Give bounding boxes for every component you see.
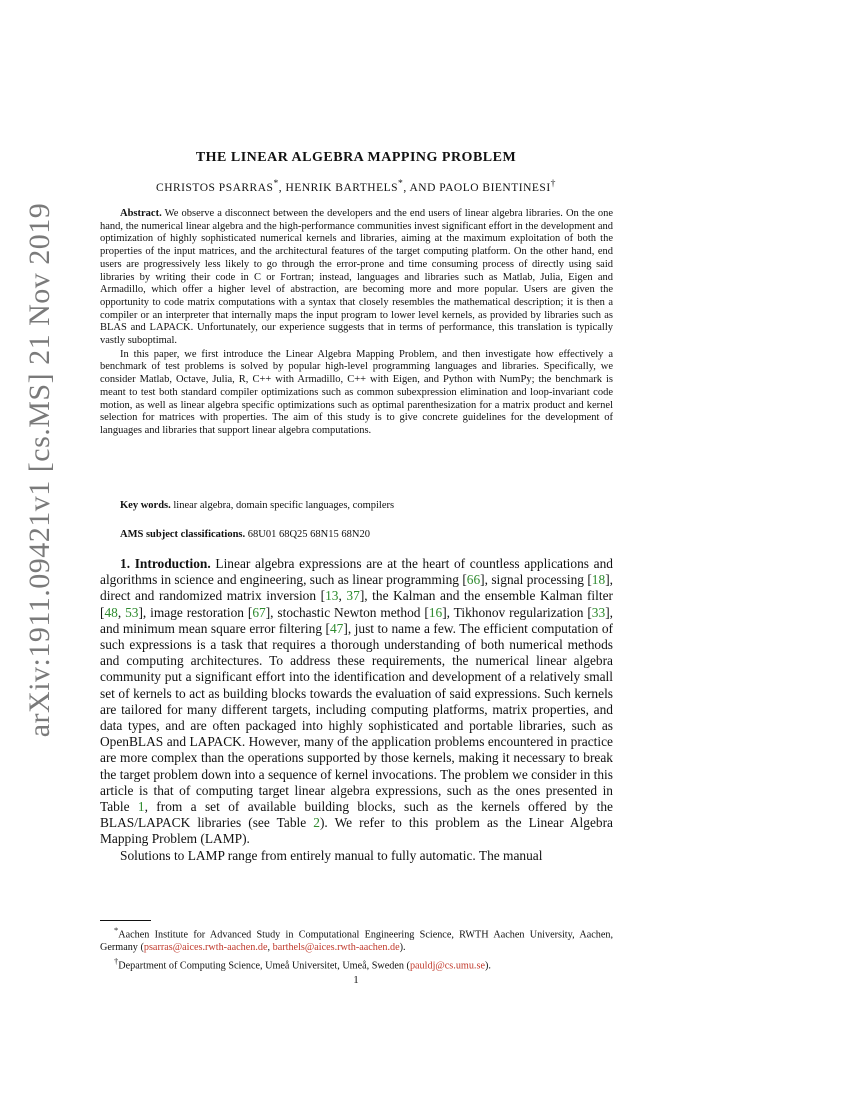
author-barthels: HENRIK BARTHELS [285, 181, 399, 194]
intro-paragraph-2: Solutions to LAMP range from entirely manual to fully automatic. The manual [120, 847, 543, 863]
author-mark: * [398, 178, 404, 189]
intro-text: ], and minimum mean square error filtering [ [100, 604, 613, 636]
table-link[interactable]: 2 [313, 815, 320, 831]
arxiv-sidebar-stamp [10, 202, 70, 738]
footnote-mark: * [114, 925, 119, 935]
introduction-section [100, 556, 613, 864]
footnotes [100, 924, 613, 974]
paper-title: THE LINEAR ALGEBRA MAPPING PROBLEM [195, 150, 517, 165]
footnote-rule [100, 920, 151, 921]
citation-link[interactable]: 37 [346, 588, 360, 604]
ams-text: 68U01 68Q25 68N15 68N20 [247, 529, 370, 540]
email-link-psarras[interactable]: psarras@aices.rwth-aachen.de [143, 941, 268, 953]
intro-text: Linear algebra expressions are at the heart of countless applications and algorithms in science and engineering, such as linear programming [ [100, 556, 613, 588]
author-mark: * [273, 178, 279, 189]
abstract-paragraph-2: In this paper, we first introduce the Linear Algebra Mapping Problem, and then investigate how effectively a benchmark of test problems is solved by popular high-level programming languages and libraries. Specifically, we consider Matlab, Octave, Julia, R, C++ with Armadillo, C++ with Eigen, and Python with NumPy; the benchmark is meant to test both standard compiler optimizations such as common subexpression elimination and loop-invariant code motion, as well as linear algebra specific optimizations such as optimal parenthesization for a matrix product and kernel selection for matrices with properties. The aim of this study is to give concrete guidelines for the development of languages and libraries that support linear algebra computations. [100, 348, 613, 436]
ams-classifications [120, 529, 370, 540]
abstract-label: Abstract. [120, 208, 162, 219]
email-link-bientinesi[interactable]: pauldj@cs.umu.se [409, 960, 485, 972]
footnote-text: Aachen Institute for Advanced Study in Computational Engineering Science, RWTH Aachen University, Aachen, Germany ( [100, 929, 613, 953]
intro-text: , [117, 604, 126, 620]
keywords-text: linear algebra, domain specific languages, compilers [173, 500, 395, 511]
author-psarras: CHRISTOS PSARRAS [156, 181, 274, 194]
intro-text: ], stochastic Newton method [ [265, 604, 429, 620]
email-link-barthels[interactable]: barthels@aices.rwth-aachen.de [272, 941, 400, 953]
table-link[interactable]: 1 [137, 799, 145, 815]
citation-link[interactable]: 33 [591, 604, 606, 620]
citation-link[interactable]: 66 [466, 572, 481, 588]
footnote-text: ). [399, 941, 406, 953]
and-word: AND [409, 181, 436, 194]
citation-link[interactable]: 13 [325, 588, 339, 604]
intro-text: ], the Kalman and the ensemble Kalman filter [ [100, 588, 613, 620]
citation-link[interactable]: 18 [591, 572, 606, 588]
intro-text: ). We refer to this problem as the Linear Algebra Mapping Problem (LAMP). [100, 815, 613, 847]
intro-text: ], Tikhonov regularization [ [442, 604, 592, 620]
abstract-paragraph-1 [100, 208, 613, 348]
author-list: CHRISTOS PSARRAS*, HENRIK BARTHELS*, AND PAOLO BIENTINESI† [156, 178, 556, 194]
abstract-text-1: We observe a disconnect between the developers and the end users of linear algebra libraries. On the one hand, the numerical linear algebra and the high-performance communities invest significant effort in the development and optimization of highly sophisticated numerical kernels and libraries, aiming at the maximum exploitation of both the properties of the input matrices, and the architectural features of the target computing platform. On the other hand, end users are progressively less likely to go through the error-prone and time consuming process of directly using said libraries by writing their code in C or Fortran; instead, languages and libraries such as Matlab, Julia, Eigen and Armadillo, which offer a higher level of abstraction, are becoming more and more popular. Users are given the opportunity to code matrix computations with a syntax that closely resembles the mathematical description; it is then a compiler or an interpreter that internally maps the input program to lower level kernels, as provided by libraries such as BLAS and LAPACK. Unfortunately, our experience suggests that in terms of performance, this translation is typically vastly suboptimal. [100, 208, 614, 347]
abstract [100, 208, 613, 438]
citation-link[interactable]: 67 [252, 604, 266, 620]
footnote-text: , [267, 941, 273, 953]
intro-text: , from a set of available building blocks, such as the kernels offered by the BLAS/LAPACK libraries (see Table [100, 799, 613, 831]
intro-paragraph-1 [100, 556, 613, 848]
intro-text: , [338, 588, 347, 604]
intro-text: ], signal processing [ [480, 572, 592, 588]
intro-text: ], just to name a few. The efficient computation of such expressions is a task that requires a thorough understanding of both numerical methods and computing architectures. To address these requirements, the numerical linear algebra community put a significant effort into the identification and development of a relatively small set of kernels to act as building blocks towards the evaluation of said expressions. Such kernels are tailored for many different targets, including computing platforms, matrix properties, and data types, and are often packaged into highly sophisticated and portable libraries, such as OpenBLAS and LAPACK. However, many of the application problems encountered in practice are more complex than the operations supported by those kernels, making it necessary to break the target problem down into a sequence of kernel invocations. The problem we consider in this article is that of computing target linear algebra expressions, such as the ones presented in Table [100, 620, 613, 815]
footnote-mark: † [114, 956, 119, 967]
author-bientinesi: PAOLO BIENTINESI [439, 181, 551, 194]
keywords [120, 500, 394, 511]
citation-link[interactable]: 47 [329, 620, 344, 636]
citation-link[interactable]: 16 [428, 604, 443, 620]
footnote-text: Department of Computing Science, Umeå Universitet, Umeå, Sweden ( [118, 960, 410, 972]
page-number: 1 [353, 974, 359, 986]
footnote-text: ). [484, 960, 491, 972]
citation-link[interactable]: 48 [104, 604, 118, 620]
footnote-1 [100, 924, 613, 954]
intro-text: ], image restoration [ [138, 604, 253, 620]
ams-label: AMS subject classifications. [120, 529, 246, 540]
footnote-2 [100, 955, 613, 973]
arxiv-id: arXiv:1911.09421v1 [cs.MS] 21 Nov 2019 [23, 202, 56, 738]
citation-link[interactable]: 53 [125, 604, 139, 620]
intro-text: ], direct and randomized matrix inversion [ [100, 572, 613, 604]
author-mark: † [550, 178, 556, 189]
section-heading: 1. Introduction. [120, 556, 211, 571]
keywords-label: Key words. [120, 500, 171, 511]
